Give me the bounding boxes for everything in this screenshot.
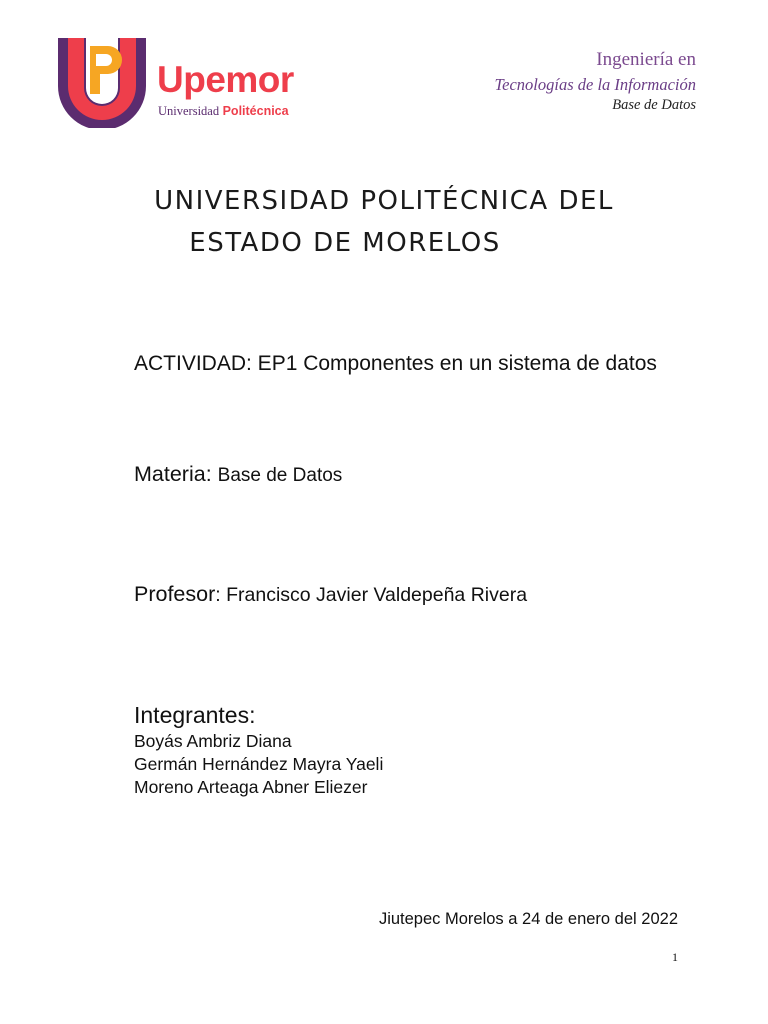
profesor-label: Profesor (134, 582, 216, 606)
logo-subtitle-part1: Universidad (158, 104, 220, 118)
activity-text: ACTIVIDAD: EP1 Componentes en un sistema de datos (134, 352, 657, 375)
page-number: 1 (672, 950, 678, 964)
place-and-date: Jiutepec Morelos a 24 de enero del 2022 (378, 910, 678, 928)
logo-subtitle-part2: Politécnica (222, 104, 289, 118)
materia-label: Materia: (134, 462, 212, 486)
program-area: Tecnologías de la Información (494, 75, 696, 94)
integrantes-label: Integrantes: (134, 702, 256, 728)
logo-wordmark: Upemor (157, 59, 294, 100)
upemor-logo-icon (56, 36, 148, 128)
member-name: Moreno Arteaga Abner Eliezer (134, 777, 368, 797)
profesor-value: : Francisco Javier Valdepeña Rivera (215, 584, 528, 606)
program-name: Ingeniería en (596, 49, 696, 70)
member-name: Boyás Ambriz Diana (134, 731, 292, 751)
materia-field (134, 459, 674, 491)
materia-value: Base de Datos (217, 465, 343, 486)
header-subject: Base de Datos (612, 97, 696, 113)
upemor-logo (56, 36, 316, 128)
member-name: Germán Hernández Mayra Yaeli (134, 754, 384, 774)
document-title (0, 180, 768, 264)
header-program-info (494, 48, 696, 114)
title-line-2: ESTADO DE MORELOS (189, 228, 501, 258)
logo-subtitle (158, 103, 289, 119)
profesor-field (134, 579, 674, 610)
integrantes-section (134, 700, 674, 799)
title-line-1: UNIVERSIDAD POLITÉCNICA DEL (154, 186, 614, 216)
